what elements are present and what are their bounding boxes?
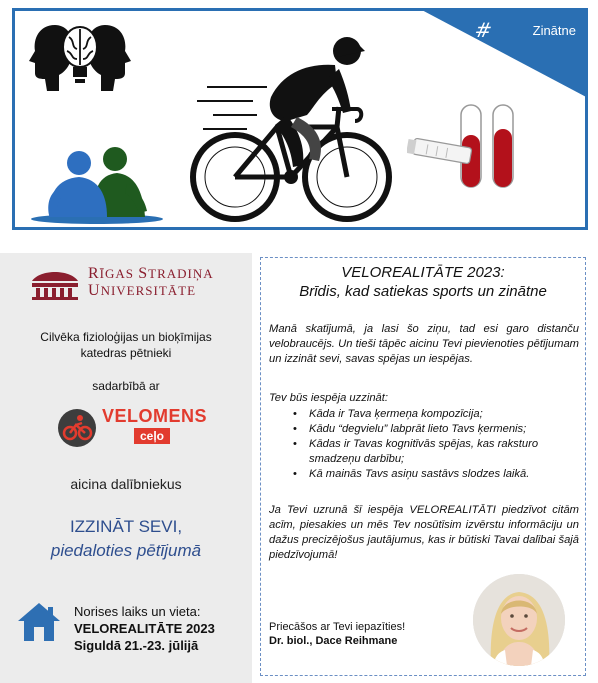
blood-tubes-syringe-icon — [407, 101, 527, 201]
list-item: • Kāda ir Tava ķermeņa kompozīcija; — [291, 407, 581, 422]
department-text: Cilvēka fizioloģijas un bioķīmijas katedras pētnieki — [40, 330, 212, 360]
house-icon — [16, 601, 62, 643]
hash-icon: # — [473, 18, 495, 42]
signature-greeting: Priecāšos ar Tevi iepazīties! — [269, 621, 406, 633]
header-banner — [12, 8, 588, 230]
opportunity-lead: Tev būs iespēja uzzināt: — [269, 392, 388, 404]
list-item: • Kādas ir Tavas kognitīvās spējas, kas raksturo smadzeņu darbību; — [291, 437, 581, 467]
event-details — [74, 603, 250, 654]
partner-name: VELOMENS — [102, 406, 208, 426]
list-item: • Kā mainās Tavs asiņu sastāvs slodzes laikā. — [291, 467, 581, 482]
invite-text: aicina dalībniekus — [70, 476, 182, 492]
event-name: VELOREALITĀTE 2023 — [74, 621, 215, 636]
list-item: • Kādu “degvielu” labprāt lieto Tavs ķermenis; — [291, 422, 581, 437]
brain-head-icon — [25, 17, 135, 107]
partner-sub: ceļo — [134, 428, 170, 444]
signature-name: Dr. biol., Dace Reihmane — [269, 635, 398, 647]
letter-title: VELOREALITĀTE 2023: — [341, 264, 505, 281]
rsu-logo-icon — [30, 267, 80, 301]
tag-label: Zinātne — [532, 23, 576, 38]
cyclist-icon — [187, 17, 397, 227]
event-place-date: Siguldā 21.-23. jūlijā — [74, 638, 199, 653]
velomens-logo — [58, 403, 218, 449]
rsu-logo — [30, 265, 230, 305]
rsu-name: RĪGAS STRADIŅA UNIVERSITĀTE — [88, 265, 214, 299]
benefit-list — [291, 407, 581, 482]
invitation-letter — [260, 257, 586, 676]
cta-heading: IZZINĀT SEVI, — [69, 517, 183, 536]
cooperation-text: sadarbībā ar — [92, 379, 160, 393]
signup-paragraph: Ja Tevi uzrunā šī iespēja VELOREALITĀTI piedzīvot citām acīm, piesakies un mēs Tev nosūtīsim izvērstu informāciju un dažus precizējošus jautājumus, kas ir būtiski Tavai dalībai šajā piedzīvojumā! — [269, 504, 579, 561]
author-portrait — [473, 574, 565, 666]
left-info-panel — [0, 253, 252, 683]
category-tag[interactable] — [418, 8, 588, 98]
intro-paragraph: Manā skatījumā, ja lasi šo ziņu, tad esi garo distanču velobraucējs. Un tieši tāpēc aicinu Tevi pievienoties pētījumam un izzināt sevi, savas spējas un iespējas. — [269, 323, 579, 365]
cta-subheading: piedaloties pētījumā — [50, 541, 202, 560]
event-when-label: Norises laiks un vieta: — [74, 604, 201, 619]
two-people-icon — [27, 139, 167, 225]
velomens-logo-icon — [58, 409, 96, 447]
tag-background — [418, 8, 588, 98]
letter-subtitle: Brīdis, kad satiekas sports un zinātne — [299, 283, 547, 300]
